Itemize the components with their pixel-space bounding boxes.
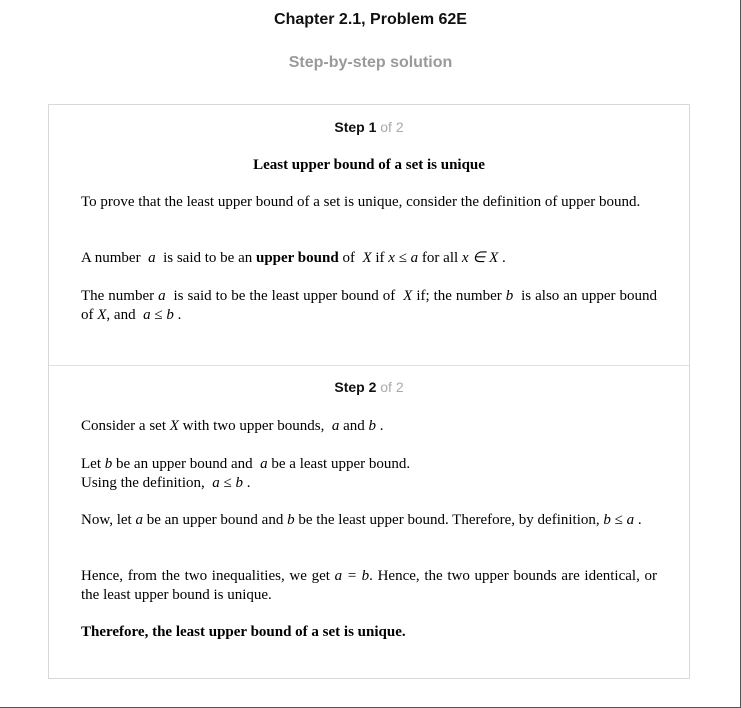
step-2-paragraph-2: Let b be an upper bound and a be a least upper bound. Using the definition, a ≤ b . xyxy=(81,456,411,491)
math-var: X xyxy=(403,288,413,304)
math-var: a xyxy=(158,288,166,304)
step-divider xyxy=(49,365,689,366)
step-1-paragraph-2: A number a is said to be an upper bound of X if x ≤ a for all x ∈ X . xyxy=(81,250,506,266)
step-1-header xyxy=(49,119,689,135)
step-2-header xyxy=(49,379,689,395)
math-var: X xyxy=(169,418,179,434)
step-2-number: Step 2 xyxy=(334,379,377,395)
math-var: a xyxy=(135,512,143,528)
solution-card xyxy=(48,104,690,679)
math-var: b xyxy=(368,418,376,434)
math-var: X xyxy=(97,307,107,323)
math-expression: b ≤ a xyxy=(603,512,635,528)
math-var: X xyxy=(362,250,372,266)
math-expression: a ≤ b xyxy=(212,475,243,491)
step-1-paragraph-3: The number a is said to be the least upper bound of X if; the number b is also an upper bound of X, and a ≤ b . xyxy=(81,288,657,323)
step-1-number: Step 1 xyxy=(334,119,377,135)
math-expression: x ∈ X xyxy=(461,250,499,266)
math-var: b xyxy=(104,456,113,472)
step-1-paragraph-1: To prove that the least upper bound of a set is unique, consider the definition of upper bound. xyxy=(81,194,641,210)
math-expression: x ≤ a xyxy=(388,250,419,266)
chapter-title: Chapter 2.1, Problem 62E xyxy=(274,11,467,28)
solution-subtitle: Step-by-step solution xyxy=(288,54,453,71)
step-1-heading: Least upper bound of a set is unique xyxy=(253,157,485,173)
math-var: a xyxy=(260,456,268,472)
step-2-paragraph-1: Consider a set X with two upper bounds, a and b . xyxy=(81,418,384,434)
step-2-paragraph-3: Now, let a be an upper bound and b be the least upper bound. Therefore, by definition, b ≤ a . xyxy=(81,512,642,528)
math-expression: a ≤ b xyxy=(143,307,174,323)
step-2-paragraph-4: Hence, from the two inequalities, we get a = b. Hence, the two upper bounds are identical, or the least upper bound is unique. xyxy=(81,568,658,603)
step-1-total: of 2 xyxy=(380,119,404,135)
step-2-conclusion: Therefore, the least upper bound of a set is unique. xyxy=(81,624,406,640)
math-var: a xyxy=(331,418,340,434)
step-2-total: of 2 xyxy=(380,379,404,395)
math-var: a xyxy=(148,250,156,266)
math-var: b xyxy=(287,512,295,528)
bold-term: upper bound xyxy=(255,250,339,266)
math-expression: a = b xyxy=(334,568,370,584)
math-var: b xyxy=(505,288,514,304)
